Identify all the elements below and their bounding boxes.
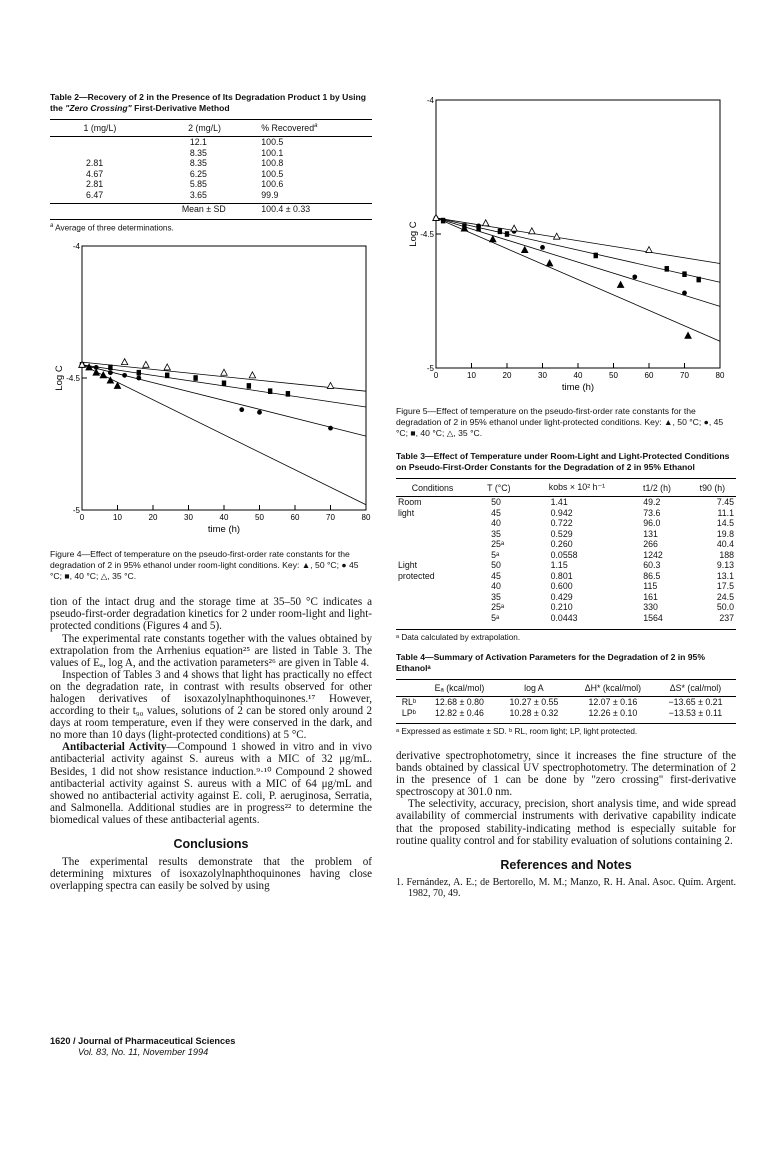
data-point-triangle <box>646 247 652 253</box>
table-cell: 9.13 <box>716 560 734 570</box>
data-point-circle <box>136 376 141 381</box>
data-point-triangle <box>685 332 691 338</box>
table4-header-row <box>396 680 736 697</box>
table-cell: 10.27 ± 0.55 <box>509 697 559 707</box>
table-row <box>50 148 372 159</box>
table-row <box>396 550 736 561</box>
data-point-square <box>505 231 509 237</box>
data-point-triangle <box>617 281 623 287</box>
left-body-text <box>50 596 372 892</box>
table2-header-row <box>50 120 372 137</box>
data-point-square <box>137 370 141 376</box>
table-cell: 8.35 <box>189 147 207 158</box>
table-cell: 237 <box>719 612 734 623</box>
figure5-caption: Figure 5—Effect of temperature on the pseudo-first-order rate constants for the degradation of 2 in 95% ethanol under light-protected conditions. Key: ▲, 50 °C; ●, 45 °C; ■, 40 °C; △, 35 °C. <box>396 406 724 438</box>
table-row <box>396 708 736 719</box>
table-cell <box>50 137 150 148</box>
table-cell: 6.47 <box>86 189 104 200</box>
table-cell <box>396 518 469 529</box>
table-row <box>396 518 736 529</box>
table-cell: 5ᵃ <box>491 612 500 623</box>
table-cell: 115 <box>643 581 658 591</box>
table-row <box>50 190 372 201</box>
data-point-triangle <box>490 236 496 242</box>
table3-header: T (°C) <box>469 479 528 497</box>
data-point-circle <box>540 245 545 250</box>
data-point-square <box>665 266 669 272</box>
table-cell: 1564 <box>643 612 663 623</box>
table-cell: 0.529 <box>550 528 573 539</box>
table-cell: 266 <box>643 539 658 549</box>
table2-caption <box>50 92 372 114</box>
x-tick-label: 70 <box>680 371 689 380</box>
table4-header <box>396 680 422 697</box>
figure4-plot <box>50 242 372 547</box>
table-row <box>396 571 736 582</box>
data-point-triangle <box>100 372 106 378</box>
plot-frame <box>82 246 366 510</box>
data-point-square <box>247 383 251 389</box>
table-cell: 35 <box>491 528 501 539</box>
data-point-square <box>594 253 598 259</box>
data-point-square <box>268 389 272 395</box>
table-cell: 50.0 <box>716 602 734 612</box>
x-tick-label: 20 <box>502 371 512 380</box>
table-cell: 0.600 <box>550 581 573 591</box>
references-heading: References and Notes <box>500 857 632 872</box>
table3-caption: Table 3—Effect of Temperature under Room-Light and Light-Protected Conditions on Pseudo-First-Order Constants for the Degradation of 2 in 95% Ethanol <box>396 451 730 472</box>
table2-mean-label: Mean ± SD <box>181 204 226 214</box>
table-row <box>396 508 736 519</box>
table-row <box>396 539 736 550</box>
table-cell: LPᵇ <box>401 707 417 718</box>
table-cell: 1.41 <box>550 497 568 507</box>
y-tick-label: -4.5 <box>66 374 80 384</box>
table-cell: 10.28 ± 0.32 <box>509 707 559 718</box>
y-tick-label: -5 <box>72 506 80 516</box>
data-point-circle <box>122 373 127 378</box>
table-row <box>396 529 736 540</box>
table2-footnote-mark: a <box>50 222 54 229</box>
table-cell: 40.4 <box>716 539 734 549</box>
table-row <box>396 697 736 708</box>
x-tick-label: 60 <box>290 513 300 523</box>
table-cell: 12.1 <box>189 137 207 147</box>
table-cell: 0.801 <box>550 570 573 581</box>
data-point-triangle <box>327 383 333 389</box>
table-cell: 60.3 <box>643 560 661 570</box>
table2-header-sup: a <box>314 123 318 130</box>
y-tick-label: -5 <box>426 364 434 373</box>
y-axis-label: Log C <box>54 365 65 391</box>
x-tick-label: 10 <box>467 371 476 380</box>
data-point-triangle <box>121 359 127 365</box>
data-point-triangle <box>249 372 255 378</box>
table-cell: −13.53 ± 0.11 <box>668 707 723 718</box>
table-cell: 11.1 <box>717 507 734 518</box>
reference-item: 1. Fernández, A. E.; de Bertorello, M. M.; Manzo, R. H. Anal. Asoc. Quím. Argent. 1982, 70, 49. <box>396 876 736 900</box>
table-cell: 0.942 <box>550 507 573 518</box>
data-point-circle <box>632 274 637 279</box>
x-tick-label: 20 <box>148 513 158 523</box>
data-point-square <box>682 271 686 277</box>
y-axis-label: Log C <box>408 221 419 247</box>
fit-line <box>436 218 720 341</box>
table-cell: 25ᵃ <box>491 602 505 612</box>
right-paragraph: The selectivity, accuracy, precision, short analysis time, and wide spread availability of commercial instruments with derivative capability indicate that the proposed stability-indicating method is especially suitable for routine quality control and for stability evaluation of solutions containing 2. <box>396 798 736 847</box>
page-footer <box>50 1036 235 1058</box>
left-paragraph: Inspection of Tables 3 and 4 shows that light has practically no effect on the degradation rate, in contrast with results observed for other halogen derivatives of isoxazolylnaphthoquinones.¹⁷ However, according to their t₉₀ values, solutions of 2 can be stored only around 2 days at room temperature, even if they were conserved in the dark, and no more than 10 days (light-protected conditions) at 5 °C. <box>50 668 372 742</box>
x-tick-label: 50 <box>609 371 618 380</box>
table3-header-row <box>396 479 736 497</box>
table-cell <box>396 550 469 561</box>
data-point-triangle <box>522 247 528 253</box>
table4-header: log A <box>497 680 571 697</box>
table2-header: 1 (mg/L) <box>50 120 150 137</box>
table-cell <box>50 148 150 159</box>
table3-header: t90 (h) <box>689 479 736 497</box>
table-cell: 25ᵃ <box>491 539 505 549</box>
table3-footnote: ᵃ Data calculated by extrapolation. <box>396 629 736 642</box>
data-point-square <box>222 381 226 387</box>
table3-header: t1/2 (h) <box>625 479 689 497</box>
data-point-circle <box>239 408 244 413</box>
table-row <box>50 137 372 148</box>
table-cell: 100.1 <box>261 147 284 158</box>
table-cell: 2.81 <box>86 158 104 168</box>
fit-line <box>436 218 720 264</box>
left-paragraph: The experimental rate constants together with the values obtained by extrapolation from the Arrhenius equation²⁵ are listed in Table 3. The values of Eₐ, log A, and the activation parameters²⁶ are given in Table 4. <box>50 632 372 669</box>
antibacterial-heading: Antibacterial Activity <box>62 741 167 754</box>
x-tick-label: 50 <box>255 513 264 523</box>
table-cell: 4.67 <box>86 168 104 179</box>
y-tick-label: -4 <box>426 96 434 105</box>
table-cell: 99.9 <box>261 189 279 200</box>
table-cell: RLᵇ <box>401 697 417 707</box>
x-tick-label: 80 <box>715 371 725 380</box>
table4-caption: Table 4—Summary of Activation Parameters for the Degradation of 2 in 95% Ethanolᵃ <box>396 652 705 673</box>
table-cell: 19.8 <box>716 528 734 539</box>
x-tick-label: 0 <box>79 513 85 523</box>
table-cell <box>396 539 469 550</box>
table-cell <box>396 581 469 592</box>
table-cell: 8.35 <box>189 158 207 168</box>
table-cell: 0.210 <box>550 602 573 612</box>
antibacterial-text: —Compound 1 showed in vitro and in vivo antibacterial activity against S. aureus with a MIC of 32 μg/mL. Besides, 1 did not show resistance induction.⁹·¹⁰ Compound 2 showed antibacterial activity against S. aureus with a MIC of 64 μg/mL and showed no antibacterial activity against E. coli, P. aeruginosa, Serratia, and Salmonella. Additional studies are in progress²² to determine the biomedical values of these antibacterial agents. <box>50 741 372 826</box>
table-cell: 0.0558 <box>550 549 578 560</box>
table-cell: 14.5 <box>716 518 734 528</box>
table-cell: 131 <box>643 528 658 539</box>
data-point-square <box>193 375 197 381</box>
table-cell: 49.2 <box>643 497 661 507</box>
data-point-circle <box>257 410 262 415</box>
footer-line: Vol. 83, No. 11, November 1994 <box>78 1047 209 1057</box>
left-paragraph: tion of the intact drug and the storage time at 35–50 °C indicates a pseudo-first-order degradation kinetics for 2 under room-light and light-protected conditions (Figures 4 and 5). <box>50 596 372 633</box>
x-tick-label: 30 <box>184 513 193 523</box>
x-tick-label: 30 <box>538 371 547 380</box>
x-tick-label: 10 <box>113 513 122 523</box>
table-cell: 5.85 <box>189 179 207 189</box>
right-body-text <box>396 750 736 900</box>
table-cell: 12.26 ± 0.10 <box>588 707 638 718</box>
table-cell: Room <box>398 497 422 507</box>
table-cell: 5ᵃ <box>491 549 500 560</box>
right-column <box>396 92 736 900</box>
table4-footnote: ᵃ Expressed as estimate ± SD. ᵇ RL, room light; LP, light protected. <box>396 723 736 736</box>
data-point-triangle <box>546 260 552 266</box>
table-cell: 100.8 <box>261 158 284 168</box>
table-cell: 100.5 <box>261 137 284 147</box>
x-axis-label: time (h) <box>207 524 241 536</box>
table-cell: 45 <box>491 507 501 518</box>
figure5-plot <box>396 92 736 404</box>
table-cell: Light <box>398 560 418 570</box>
table-cell: 188 <box>719 549 734 560</box>
data-point-square <box>697 277 701 283</box>
data-point-circle <box>682 291 687 296</box>
table4-header: ΔH* (kcal/mol) <box>571 680 655 697</box>
figure4-caption: Figure 4—Effect of temperature on the pseudo-first-order rate constants for the degradation of 2 in 95% ethanol under room-light conditions. Key: ▲, 50 °C; ● 45 °C; ■, 40 °C; △, 35 °C. <box>50 549 359 582</box>
table4-header: Eₐ (kcal/mol) <box>422 680 497 697</box>
table-cell: 0.722 <box>550 518 573 528</box>
table2-footnote-text: Average of three determinations. <box>55 223 174 233</box>
table-row <box>396 613 736 624</box>
table-cell: light <box>398 507 415 518</box>
table-cell: 2.81 <box>86 179 104 189</box>
y-tick-label: -4.5 <box>420 230 434 239</box>
x-axis-label: time (h) <box>561 382 595 393</box>
table-cell <box>396 592 469 603</box>
left-column <box>50 92 372 892</box>
data-point-square <box>498 229 502 235</box>
table2-caption-text: Table 2—Recovery of 2 in the Presence of Its Degradation Product 1 by Using the <box>50 92 366 113</box>
data-point-triangle <box>483 220 489 226</box>
table-row <box>396 592 736 603</box>
data-point-square <box>462 223 466 229</box>
table3 <box>396 478 736 623</box>
table-cell: 35 <box>491 591 501 602</box>
left-paragraph: The experimental results demonstrate that the problem of determining mixtures of isoxazolylnaphthoquinones having close overlapping spectra can easily be solved by using <box>50 856 372 893</box>
table-row <box>50 169 372 180</box>
table3-header: kobs × 10² h⁻¹ <box>529 479 626 497</box>
data-point-triangle <box>511 225 517 231</box>
table2-header <box>259 120 372 137</box>
table2-mean-value: 100.4 ± 0.33 <box>261 204 311 214</box>
table-cell: 96.0 <box>643 518 661 528</box>
table2-caption-italic: "Zero Crossing" <box>65 103 132 113</box>
table-cell: 330 <box>643 602 658 612</box>
table-cell: 86.5 <box>643 570 661 581</box>
table-cell: 3.65 <box>189 189 207 200</box>
x-tick-label: 80 <box>361 513 371 523</box>
table2-caption-end: First-Derivative Method <box>131 103 230 113</box>
table-cell: 0.429 <box>550 591 573 602</box>
table-cell: protected <box>398 570 435 581</box>
data-point-triangle <box>143 362 149 368</box>
plot-frame <box>436 100 720 368</box>
data-point-square <box>476 226 480 232</box>
table-cell: 24.5 <box>716 591 734 602</box>
table-cell: 50 <box>491 560 501 570</box>
data-point-triangle <box>164 364 170 370</box>
data-point-triangle <box>221 369 227 375</box>
table2-header: 2 (mg/L) <box>150 120 259 137</box>
table-row <box>50 158 372 169</box>
table2-footnote <box>50 219 372 233</box>
table-cell <box>396 602 469 613</box>
table-cell: 50 <box>491 497 501 507</box>
table-cell: 13.1 <box>716 570 734 581</box>
data-point-triangle <box>529 228 535 234</box>
table-cell: 161 <box>643 591 658 602</box>
table2-mean <box>50 204 372 215</box>
table4-header: ΔS* (cal/mol) <box>655 680 736 697</box>
data-point-circle <box>108 371 113 376</box>
x-tick-label: 40 <box>219 513 229 523</box>
table-cell: 0.0443 <box>550 612 578 623</box>
table-cell <box>396 529 469 540</box>
table-cell: 45 <box>491 570 501 581</box>
table-cell: 100.5 <box>261 168 284 179</box>
table-cell: 1242 <box>643 549 663 560</box>
table-cell: 73.6 <box>643 507 661 518</box>
table-cell: 12.07 ± 0.16 <box>588 697 638 707</box>
data-point-square <box>286 391 290 397</box>
left-paragraph <box>50 741 372 826</box>
table-row <box>396 581 736 592</box>
data-point-triangle <box>93 369 99 375</box>
table4 <box>396 679 736 718</box>
table-cell: 1.15 <box>550 560 568 570</box>
table-cell <box>396 613 469 624</box>
table-cell: 0.260 <box>550 539 573 549</box>
table3-header: Conditions <box>396 479 469 497</box>
y-tick-label: -4 <box>72 242 80 252</box>
table-row <box>396 602 736 613</box>
table-cell: 12.68 ± 0.80 <box>435 697 484 707</box>
footer-line: 1620 / Journal of Pharmaceutical Sciences <box>50 1036 236 1046</box>
right-paragraph: derivative spectrophotometry, since it increases the fine structure of the bands obtained by classical UV spectrophotometry. The determination of 2 in the presence of 1 can be done by "zero crossing" first-derivative spectroscopy at 301.0 nm. <box>396 750 736 799</box>
data-point-square <box>165 373 169 379</box>
table-cell: 12.82 ± 0.46 <box>435 707 484 718</box>
data-point-triangle <box>554 233 560 239</box>
table-row <box>396 560 736 571</box>
conclusions-heading: Conclusions <box>173 837 249 852</box>
table-cell: 6.25 <box>189 168 207 179</box>
table-row <box>50 179 372 190</box>
x-tick-label: 0 <box>433 371 439 380</box>
x-tick-label: 70 <box>326 513 335 523</box>
table-cell: −13.65 ± 0.21 <box>668 697 723 707</box>
x-tick-label: 40 <box>573 371 583 380</box>
table-cell: 7.45 <box>716 497 734 507</box>
table2-header-text: % Recovered <box>261 123 315 133</box>
table-cell: 17.5 <box>716 581 734 591</box>
table-cell: 100.6 <box>261 179 284 189</box>
table-cell: 40 <box>491 581 501 591</box>
table2 <box>50 119 372 200</box>
table2-mean-row <box>50 204 372 215</box>
data-point-circle <box>328 426 333 431</box>
table-cell: 40 <box>491 518 501 528</box>
x-tick-label: 60 <box>644 371 654 380</box>
table-row <box>396 497 736 508</box>
